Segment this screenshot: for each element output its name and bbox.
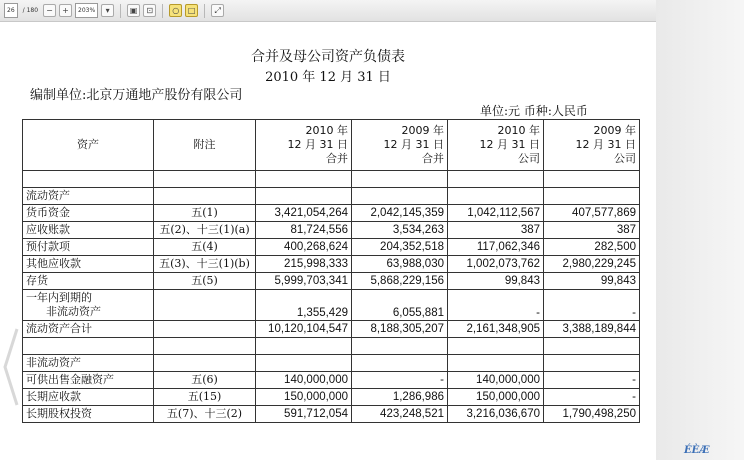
zoom-in-icon[interactable]: + [59,4,72,17]
table-header-row [23,120,640,171]
section-title-noncurrent: 非流动资产 [23,355,154,372]
row-label: 其他应收款 [23,256,154,273]
comment-icon[interactable]: ○ [169,4,182,17]
table-row [23,389,640,406]
row-label: 长期股权投资 [23,406,154,423]
cell-value: 10,120,104,547 [256,321,352,338]
cell-value: 8,188,305,207 [352,321,448,338]
cell-value: 140,000,000 [448,372,544,389]
row-note [154,290,256,321]
zoom-level-field[interactable]: 203% [75,3,98,18]
cell-value: 282,500 [544,239,640,256]
row-label: 存货 [23,273,154,290]
previous-page-chevron-icon[interactable] [2,327,20,407]
cell-value: 6,055,881 [352,290,448,321]
cell-value: 5,868,229,156 [352,273,448,290]
cell-value: 140,000,000 [256,372,352,389]
currency-unit: 单位:元 币种:人民币 [480,104,588,118]
header-col: 2010 年 12 月 31 日 合并 [256,120,352,171]
row-label: 流动资产合计 [23,321,154,338]
cell-value: - [544,372,640,389]
cell-value: 2,042,145,359 [352,205,448,222]
row-label: 长期应收款 [23,389,154,406]
zoom-out-icon[interactable]: − [43,4,56,17]
header-col: 2010 年 12 月 31 日 公司 [448,120,544,171]
cell-value: 400,268,624 [256,239,352,256]
row-note: 五(6) [154,372,256,389]
viewer-background-right [656,0,744,460]
cell-value: - [544,290,640,321]
toolbar-divider [162,4,163,18]
cell-value: 3,216,036,670 [448,406,544,423]
section-title-current: 流动资产 [23,188,154,205]
table-row [23,205,640,222]
cell-value: 387 [448,222,544,239]
fit-page-icon[interactable]: ⊡ [143,4,156,17]
row-note: 五(1) [154,205,256,222]
table-row-empty [23,338,640,355]
row-note [154,321,256,338]
cell-value: 1,355,429 [256,290,352,321]
section-row [23,188,640,205]
section-row [23,355,640,372]
row-note: 五(15) [154,389,256,406]
cell-value: 1,790,498,250 [544,406,640,423]
table-row [23,273,640,290]
row-note: 五(7)、十三(2) [154,406,256,423]
table-row [23,406,640,423]
row-label: 预付款项 [23,239,154,256]
toolbar-divider [204,4,205,18]
cell-value: 150,000,000 [256,389,352,406]
cell-value: 215,998,333 [256,256,352,273]
table-row [23,290,640,321]
cell-value: - [544,389,640,406]
header-col: 2009 年 12 月 31 日 合并 [352,120,448,171]
cell-value: 423,248,521 [352,406,448,423]
cell-value: 1,002,073,762 [448,256,544,273]
cell-value: 591,712,054 [256,406,352,423]
table-row [23,239,640,256]
report-date: 2010 年 12 月 31 日 [265,70,391,85]
table-row-empty [23,171,640,188]
pdf-toolbar [0,0,656,22]
cell-value: 117,062,346 [448,239,544,256]
toolbar-divider [120,4,121,18]
corner-logo: ÉÈÆ [684,445,710,456]
cell-value: 3,388,189,844 [544,321,640,338]
cell-value: 407,577,869 [544,205,640,222]
row-label: 一年内到期的 非流动资产 [23,290,154,321]
page-number-input[interactable]: 26 [4,3,18,18]
cell-value: 2,980,229,245 [544,256,640,273]
cell-value: 81,724,556 [256,222,352,239]
row-label: 可供出售金融资产 [23,372,154,389]
row-label: 货币资金 [23,205,154,222]
row-note: 五(2)、十三(1)(a) [154,222,256,239]
table-row-total [23,321,640,338]
table-row [23,256,640,273]
save-icon[interactable]: ▣ [127,4,140,17]
table-row [23,222,640,239]
cell-value: - [448,290,544,321]
cell-value: 1,042,112,567 [448,205,544,222]
cell-value: 3,534,263 [352,222,448,239]
cell-value: 2,161,348,905 [448,321,544,338]
cell-value: 99,843 [544,273,640,290]
header-asset: 资产 [23,120,154,171]
cell-value: 387 [544,222,640,239]
cell-value: 3,421,054,264 [256,205,352,222]
cell-value: 99,843 [448,273,544,290]
balance-sheet-table [22,119,640,423]
note-icon[interactable]: □ [185,4,198,17]
header-note: 附注 [154,120,256,171]
fullscreen-icon[interactable]: ⤢ [211,4,224,17]
table-row [23,372,640,389]
cell-value: 1,286,986 [352,389,448,406]
page-total: / 180 [22,7,39,14]
row-label: 应收账款 [23,222,154,239]
zoom-dropdown-icon[interactable]: ▾ [101,4,114,17]
cell-value: 150,000,000 [448,389,544,406]
cell-value: - [352,372,448,389]
row-note: 五(5) [154,273,256,290]
row-note: 五(3)、十三(1)(b) [154,256,256,273]
row-note: 五(4) [154,239,256,256]
cell-value: 63,988,030 [352,256,448,273]
cell-value: 5,999,703,341 [256,273,352,290]
report-title: 合并及母公司资产负债表 [251,49,405,65]
reporting-entity: 编制单位:北京万通地产股份有限公司 [30,88,243,103]
cell-value: 204,352,518 [352,239,448,256]
document-page [0,22,656,460]
header-col: 2009 年 12 月 31 日 公司 [544,120,640,171]
